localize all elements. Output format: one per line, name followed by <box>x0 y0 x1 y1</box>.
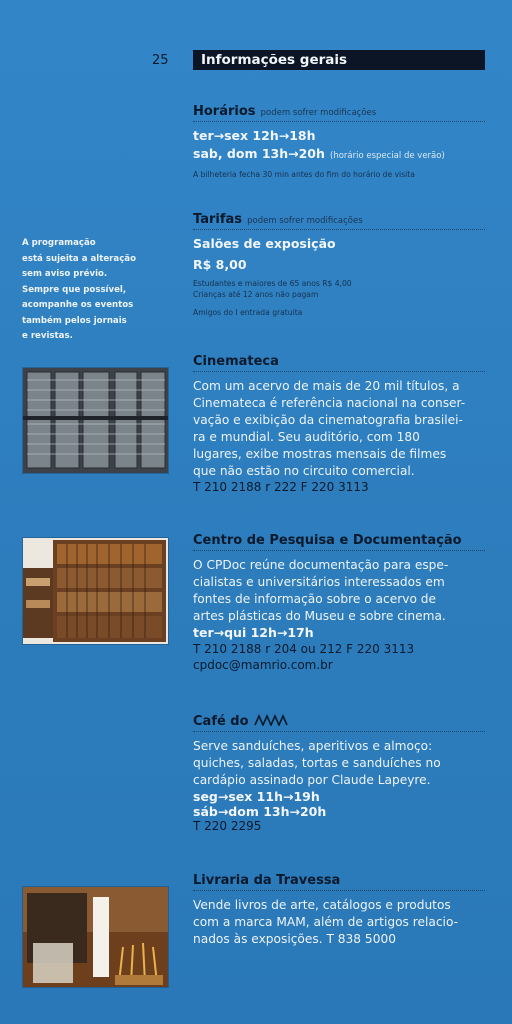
cafe-body-line: quiches, saladas, tortas e sanduíches no <box>193 756 441 770</box>
hours-weekend: sab, dom 13h→20h <box>193 146 325 161</box>
centro-body-line: fontes de informação sobre o acervo de <box>193 592 437 606</box>
livraria-body <box>193 897 485 948</box>
cinemateca-body-line: que não estão no circuito comercial. <box>193 464 415 478</box>
ticket-office-note: A bilheteria fecha 30 min antes do fim do horário de visita <box>193 170 415 179</box>
tarifas-line: Crianças até 12 anos não pagam <box>193 290 319 299</box>
library-shelves-photo <box>23 538 168 644</box>
tarifas-header <box>193 208 485 230</box>
mam-logo-icon <box>254 714 288 726</box>
centro-header <box>193 529 485 551</box>
cinemateca-body <box>193 378 485 480</box>
tarifas-subtitle: Salões de exposição <box>193 236 336 251</box>
cafe-title: Café do <box>193 714 249 729</box>
cafe-hours-weekday: seg→sex 11h→19h <box>193 789 320 804</box>
cinemateca-phone: T 210 2188 r 222 F 220 3113 <box>193 480 369 494</box>
cafe-header <box>193 710 485 732</box>
cinemateca-body-line: ra e mundial. Seu auditório, com 180 <box>193 430 420 444</box>
tarifas-title: Tarifas <box>193 212 242 227</box>
centro-hours: ter→qui 12h→17h <box>193 625 314 640</box>
horarios-title: Horários <box>193 104 256 119</box>
film-archive-photo <box>23 368 168 473</box>
centro-body-line: O CPDoc reúne documentação para espe- <box>193 558 449 572</box>
sidebar-note-line: acompanhe os eventos <box>22 300 134 310</box>
cafe-phone: T 220 2295 <box>193 819 262 833</box>
livraria-section <box>193 869 485 948</box>
tarifas-note: podem sofrer modificações <box>247 216 363 226</box>
centro-body-line: cialistas e universitários interessados em <box>193 575 445 589</box>
centro-body <box>193 557 485 625</box>
cafe-body-line: cardápio assinado por Claude Lapeyre. <box>193 773 431 787</box>
cinemateca-title: Cinemateca <box>193 354 279 369</box>
livraria-header <box>193 869 485 891</box>
sidebar-note-line: Sempre que possível, <box>22 284 127 295</box>
horarios-header <box>193 100 485 122</box>
cinemateca-section <box>193 350 485 494</box>
horarios-section <box>193 100 485 179</box>
centro-title: Centro de Pesquisa e Documentação <box>193 533 462 548</box>
livraria-body-line: nados às exposições. T 838 5000 <box>193 932 396 946</box>
cinemateca-body-line: Cinemateca é referência nacional na conser- <box>193 396 466 410</box>
cafe-body <box>193 738 485 789</box>
centro-body-line: artes plásticas do Museu e sobre cinema. <box>193 609 446 623</box>
centro-phone: T 210 2188 r 204 ou 212 F 220 3113 <box>193 642 415 656</box>
cafe-body-line: Serve sanduíches, aperitivos e almoço: <box>193 739 433 753</box>
livraria-body-line: Vende livros de arte, catálogos e produtos <box>193 898 451 912</box>
livraria-title: Livraria da Travessa <box>193 873 341 888</box>
cinemateca-body-line: Com um acervo de mais de 20 mil títulos, a <box>193 379 460 393</box>
sidebar-note-line: sem aviso prévio. <box>22 269 108 279</box>
cafe-hours-weekend: sáb→dom 13h→20h <box>193 804 327 819</box>
tarifas-line: Estudantes e maiores de 65 anos R$ 4,00 <box>193 279 352 288</box>
tarifas-line: Amigos do I entrada gratuita <box>193 308 303 317</box>
hours-weekend-note: (horário especial de verão) <box>330 151 445 161</box>
centro-email[interactable]: cpdoc@mamrio.com.br <box>193 658 333 672</box>
header-title: Informações gerais <box>193 50 485 70</box>
tarifas-section <box>193 208 485 317</box>
cinemateca-body-line: lugares, exibe mostras mensais de filmes <box>193 447 447 461</box>
sidebar-note-line: A programação <box>22 238 96 248</box>
tarifas-price: R$ 8,00 <box>193 257 247 272</box>
cinemateca-header <box>193 350 485 372</box>
cinemateca-body-line: vação e exibição da cinematografia brasilei- <box>193 413 463 427</box>
centro-section <box>193 529 485 672</box>
page-number: 25 <box>152 53 169 68</box>
horarios-note: podem sofrer modificações <box>260 108 377 118</box>
sidebar-note <box>22 236 150 345</box>
sidebar-note-line: e revistas. <box>22 331 73 341</box>
cafe-section <box>193 710 485 833</box>
hours-weekday: ter→sex 12h→18h <box>193 128 316 143</box>
sidebar-note-line: está sujeita a alteração <box>22 253 137 264</box>
sidebar-note-line: também pelos jornais <box>22 315 127 326</box>
livraria-body-line: com a marca MAM, além de artigos relacio- <box>193 915 459 929</box>
bookshop-photo <box>23 887 168 987</box>
